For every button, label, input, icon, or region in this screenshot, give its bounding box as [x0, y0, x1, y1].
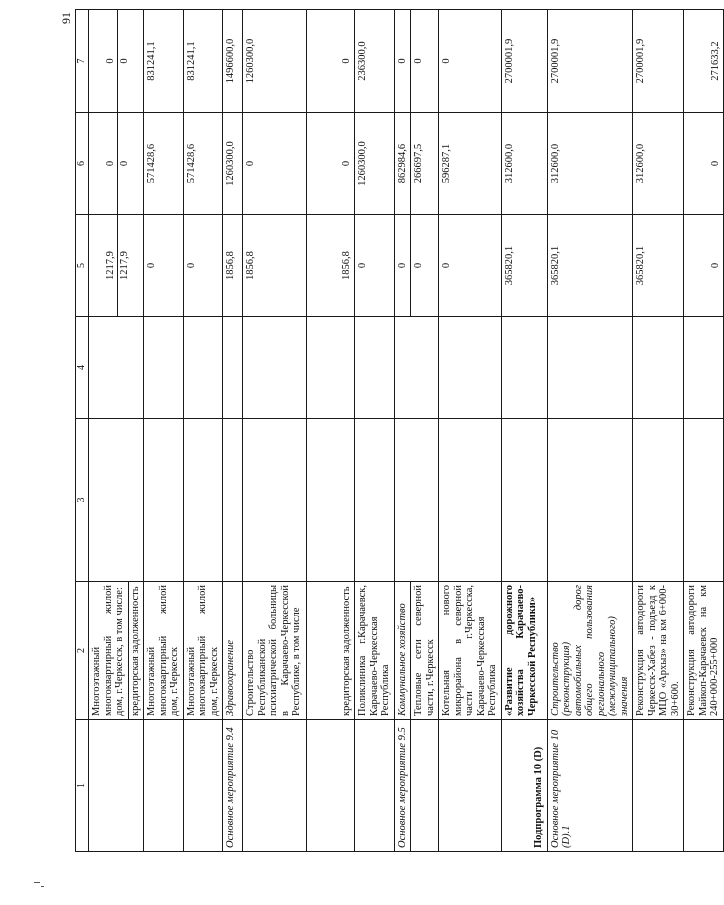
table-row — [633, 10, 684, 852]
row-name: Многоэтажный многоквартирный жилой дом, г.Черкесск, в том числе: — [91, 585, 125, 716]
empty-cell — [547, 419, 633, 582]
row-name: Многоэтажный многоквартирный жилой дом, г.Черкесск — [144, 582, 184, 720]
row-code-cell: Основное мероприятие 9.5 — [394, 720, 411, 852]
row-code-cell — [439, 720, 502, 852]
value-cell-col7: 831241,1 — [144, 10, 184, 113]
row-code-cell — [89, 720, 144, 852]
empty-cell — [183, 317, 223, 419]
value-cell-col7: 0 — [394, 10, 411, 113]
row-name: Реконструкция автодороги Майкоп-Карачаевск на км 240+000-255+000 — [684, 582, 724, 720]
scan-mark — [34, 882, 40, 883]
column-number: 2 — [76, 582, 89, 720]
table-row — [355, 10, 395, 852]
empty-cell — [684, 317, 724, 419]
row-name: Строительство Республиканской психиатрической больницы в Карачаево-Черкесской Республике, в том числе — [243, 582, 307, 720]
table-row — [394, 10, 411, 852]
value-cell-col7: 0 — [439, 10, 502, 113]
column-number: 5 — [76, 215, 89, 317]
row-code-cell — [355, 720, 395, 852]
row-name: Многоэтажный многоквартирный жилой дом, г.Черкесск — [183, 582, 223, 720]
row-code-cell — [243, 720, 307, 852]
table-row — [307, 10, 355, 852]
empty-cell — [183, 419, 223, 582]
value-cell-col6: 0 0 — [89, 113, 144, 215]
row-code-cell — [684, 720, 724, 852]
value-cell-col6: 571428,6 — [144, 113, 184, 215]
table-row — [89, 10, 144, 852]
table-row — [243, 10, 307, 852]
value-cell-col5: 1856,8 — [307, 215, 355, 317]
value-cell-col6: 571428,6 — [183, 113, 223, 215]
value-cell-col7: 831241,1 — [183, 10, 223, 113]
budget-table — [75, 9, 724, 852]
empty-cell — [243, 317, 307, 419]
table-row — [439, 10, 502, 852]
scan-mark — [41, 886, 44, 887]
table-row — [223, 10, 243, 852]
value-cell-col5: 0 — [684, 215, 724, 317]
value-cell-col5: 365820,1 — [633, 215, 684, 317]
value-cell-col5: 0 — [144, 215, 184, 317]
empty-cell — [394, 317, 439, 419]
value-cell-col5: 1856,8 — [243, 215, 307, 317]
empty-cell — [307, 419, 355, 582]
table-row — [501, 10, 547, 852]
column-number: 1 — [76, 720, 89, 852]
row-name-cell — [89, 582, 144, 720]
value-cell-col6: 596287,1 — [439, 113, 502, 215]
row-code-cell — [183, 720, 223, 852]
row-name: Здравоохранение — [223, 582, 243, 720]
empty-cell — [223, 317, 243, 419]
value-cell-col6: 1260300,0 — [223, 113, 243, 215]
value-cell-col5: 0 — [439, 215, 502, 317]
row-name: кредиторская задолженность — [307, 582, 355, 720]
row-name: Реконструкция автодороги Черкесск-Хабез - подъезд к МЦО «Архыз» на км 6+000-30+600. — [633, 582, 684, 720]
row-name: «Развитие дорожного хозяйства Карачаево-Черкесской Республики» — [501, 582, 547, 720]
table-row — [684, 10, 724, 852]
empty-cell — [243, 419, 307, 582]
column-number: 7 — [76, 10, 89, 113]
empty-cell — [501, 419, 547, 582]
empty-cell — [394, 419, 439, 582]
empty-cell — [355, 317, 395, 419]
row-code-cell — [307, 720, 355, 852]
value-cell-col6: 0 — [307, 113, 355, 215]
value-cell-col6: 312600,0 — [547, 113, 633, 215]
value-cell-col5: 365820,1 — [547, 215, 633, 317]
value-cell-col6: 862984,6 — [394, 113, 411, 215]
value-cell-col7: 236300,0 — [355, 10, 395, 113]
value-cell-col7: 2700001,9 — [501, 10, 547, 113]
value-cell-col7: 2700001,9 — [547, 10, 633, 113]
empty-cell — [439, 419, 502, 582]
column-number: 3 — [76, 419, 89, 582]
value-cell-col6: 1260300,0 — [355, 113, 395, 215]
row-name: Строительство (реконструкция) автомобильных дорог общего пользования регионального (межмуниципального) значения — [547, 582, 633, 720]
empty-cell — [355, 419, 395, 582]
row-code-cell — [633, 720, 684, 852]
empty-cell — [633, 317, 684, 419]
value-cell-col6: 312600,0 — [501, 113, 547, 215]
empty-cell — [439, 317, 502, 419]
empty-cell — [223, 419, 243, 582]
page-number: 91 — [59, 12, 73, 24]
value-cell-col5: 365820,1 — [501, 215, 547, 317]
value-cell-col7: 1260300,0 — [243, 10, 307, 113]
empty-cell — [684, 419, 724, 582]
value-cell-col6: 312600,0 — [633, 113, 684, 215]
empty-cell — [501, 317, 547, 419]
column-number: 4 — [76, 317, 89, 419]
value-cell-col7: 1496600,0 — [223, 10, 243, 113]
row-code-cell: Основное мероприятие 10 (D).1 — [547, 720, 633, 852]
row-code-cell: Основное мероприятие 9.4 — [223, 720, 243, 852]
row-code-cell — [144, 720, 184, 852]
row-code-cell: Подпрограмма 10 (D) — [501, 720, 547, 852]
value-cell-col6: 266697,5 — [411, 113, 439, 215]
value-cell-col7: 0 — [411, 10, 439, 113]
row-name: Котельная нового микрорайона в северной части г.Черкесска, Карачаево-Черкесская Республика — [439, 582, 502, 720]
row-name: Тепловые сети северной части, г.Черкесск — [411, 582, 439, 720]
empty-cell — [633, 419, 684, 582]
row-name: Коммунальное хозяйство — [394, 582, 411, 720]
empty-cell — [144, 317, 184, 419]
value-cell-col6: 0 — [243, 113, 307, 215]
empty-cell — [89, 419, 144, 582]
value-cell-col7: 0 0 — [89, 10, 144, 113]
empty-cell — [89, 317, 144, 419]
value-cell-col6: 0 — [684, 113, 724, 215]
rotated-page — [59, 10, 721, 852]
value-cell-col5: 0 — [355, 215, 395, 317]
table-row — [183, 10, 223, 852]
value-cell-col5: 0 — [394, 215, 411, 317]
value-cell-col5: 0 — [183, 215, 223, 317]
table-row — [144, 10, 184, 852]
row-name: кредиторская задолженность — [128, 582, 142, 719]
value-cell-col7: 0 — [307, 10, 355, 113]
empty-cell — [307, 317, 355, 419]
column-number: 6 — [76, 113, 89, 215]
row-name: Поликлиника г.Карачаевск, Карачаево-Черкесская Республика — [355, 582, 395, 720]
empty-cell — [144, 419, 184, 582]
row-code-cell — [411, 720, 439, 852]
empty-cell — [547, 317, 633, 419]
column-number-row — [76, 10, 89, 852]
value-cell-col5: 0 — [411, 215, 439, 317]
value-cell-col7: 271633,2 — [684, 10, 724, 113]
value-cell-col7: 2700001,9 — [633, 10, 684, 113]
table-row — [547, 10, 633, 852]
value-cell-col5: 1217,9 1217,9 — [89, 215, 144, 317]
value-cell-col5: 1856,8 — [223, 215, 243, 317]
